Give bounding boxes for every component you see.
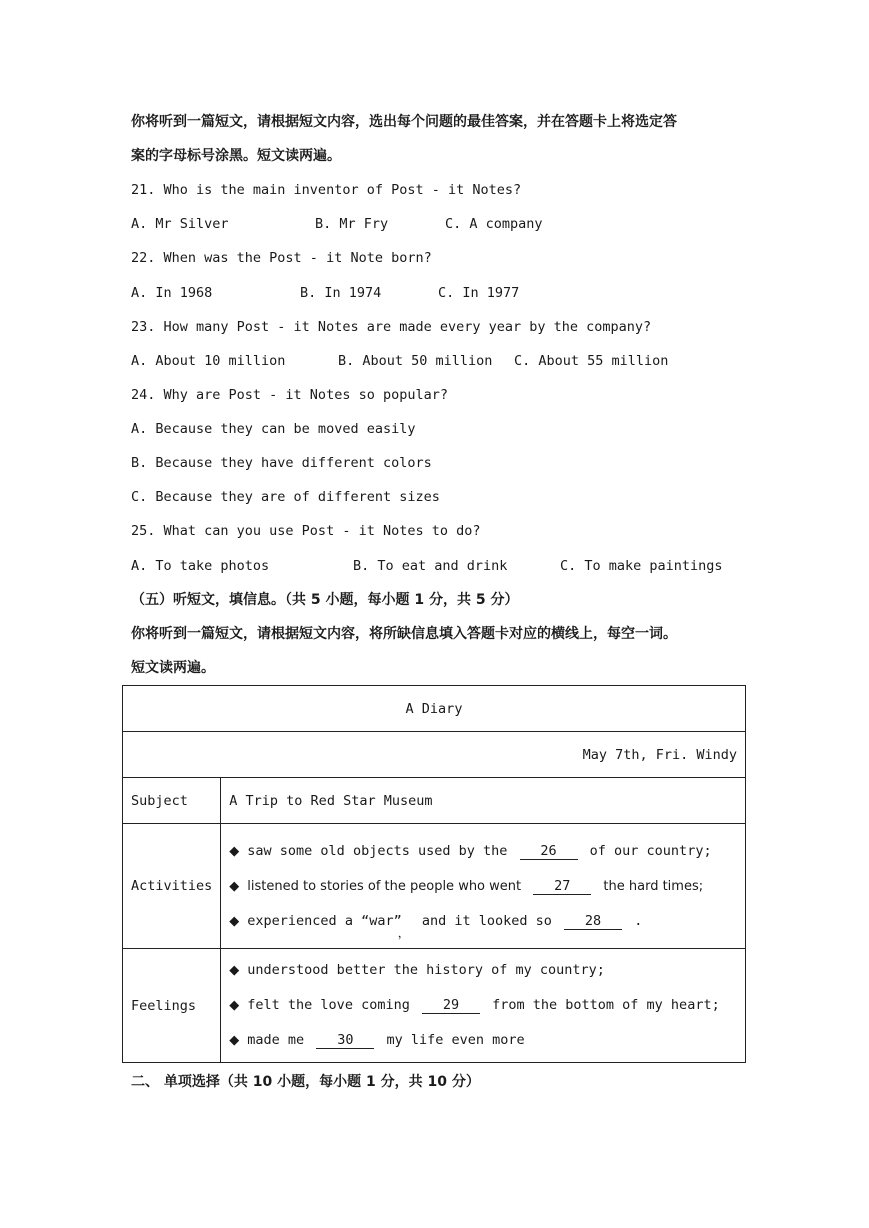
bullet-diamond-icon: ◆ — [229, 878, 240, 894]
subject-label: Subject — [123, 778, 221, 824]
bullet-diamond-icon: ◆ — [229, 963, 240, 978]
q25-option-b: B. To eat and drink — [353, 558, 508, 574]
q21-option-b: B. Mr Fry — [315, 216, 389, 232]
q24-option-a: A. Because they can be moved easily — [131, 421, 416, 437]
feelings-cell — [221, 949, 746, 1063]
activity-item: ◆ experienced a “war”， and it looked so 28 . — [229, 912, 643, 940]
q21-option-c: C. A company — [445, 216, 543, 232]
q22-option-c: C. In 1977 — [438, 285, 520, 301]
section-two-heading: 二、 单项选择（共 10 小题，每小题 1 分，共 10 分） — [131, 1074, 480, 1090]
q23-option-b: B. About 50 million — [338, 353, 493, 369]
feeling-item: ◆ understood better the history of my country; — [229, 962, 605, 978]
answer-blank-28[interactable]: 28 — [564, 913, 622, 930]
question-22: 22. When was the Post - it Note born? — [131, 250, 432, 266]
q22-option-a: A. In 1968 — [131, 285, 213, 301]
diary-title: A Diary — [123, 686, 746, 732]
question-25: 25. What can you use Post - it Notes to do? — [131, 523, 481, 539]
feeling-item: ◆ felt the love coming 29 from the bottom of my heart; — [229, 997, 720, 1013]
answer-blank-29[interactable]: 29 — [422, 997, 480, 1014]
q25-option-a: A. To take photos — [131, 558, 270, 574]
subject-value: A Trip to Red Star Museum — [221, 778, 746, 824]
question-23: 23. How many Post - it Notes are made every year by the company? — [131, 319, 652, 335]
q22-option-b: B. In 1974 — [300, 285, 382, 301]
instruction-line-1: 你将听到一篇短文，请根据短文内容，选出每个问题的最佳答案，并在答题卡上将选定答 — [131, 114, 677, 130]
q24-option-b: B. Because they have different colors — [131, 455, 432, 471]
bullet-diamond-icon: ◆ — [229, 1033, 240, 1048]
section-5-heading: （五）听短文，填信息。（共 5 小题，每小题 1 分，共 5 分） — [131, 592, 519, 608]
q25-option-c: C. To make paintings — [560, 558, 723, 574]
activities-label: Activities — [123, 824, 221, 949]
q21-option-a: A. Mr Silver — [131, 216, 229, 232]
question-21: 21. Who is the main inventor of Post - it Notes? — [131, 182, 522, 198]
bullet-diamond-icon: ◆ — [229, 998, 240, 1013]
section-5-instruction-1: 你将听到一篇短文，请根据短文内容，将所缺信息填入答题卡对应的横线上，每空一词。 — [131, 626, 677, 642]
feeling-item: ◆ made me 30 my life even more — [229, 1032, 525, 1048]
question-24: 24. Why are Post - it Notes so popular? — [131, 387, 448, 403]
instruction-line-2: 案的字母标号涂黑。短文读两遍。 — [131, 148, 341, 164]
diary-date: May 7th, Fri. Windy — [123, 732, 746, 778]
answer-blank-27[interactable]: 27 — [533, 878, 591, 895]
answer-blank-30[interactable]: 30 — [316, 1032, 374, 1049]
q23-option-c: C. About 55 million — [514, 353, 669, 369]
bullet-diamond-icon: ◆ — [229, 913, 240, 929]
activity-item: ◆ saw some old objects used by the 26 of our country; — [229, 842, 712, 859]
diary-table — [122, 685, 746, 1063]
q24-option-c: C. Because they are of different sizes — [131, 489, 440, 505]
section-5-instruction-2: 短文读两遍。 — [131, 660, 215, 676]
q23-option-a: A. About 10 million — [131, 353, 286, 369]
feelings-label: Feelings — [123, 949, 221, 1063]
bullet-diamond-icon: ◆ — [229, 843, 240, 859]
answer-blank-26[interactable]: 26 — [520, 843, 578, 860]
activity-item: ◆ listened to stories of the people who went 27 the hard times; — [229, 877, 704, 894]
activities-cell — [221, 824, 746, 949]
